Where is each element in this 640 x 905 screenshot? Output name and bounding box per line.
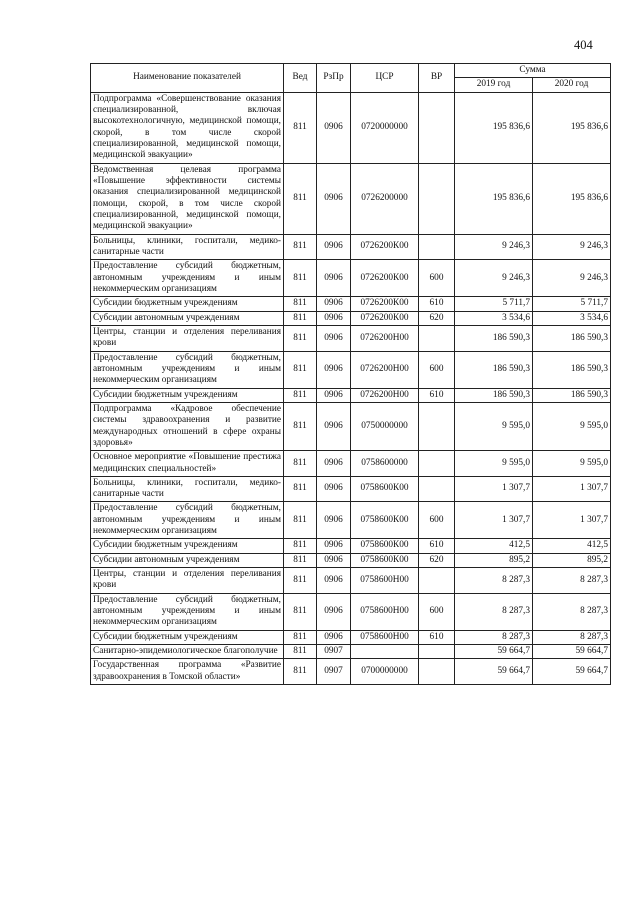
row-rzpr: 0906 [317, 388, 351, 402]
row-sum-2020: 186 590,3 [533, 388, 611, 402]
row-name: Подпрограмма «Совершенствование оказания специализированной, включая высокотехнологичную, медицинской помощи, скорой, в том числе скорой специализированной, медицинской помощи, медицинской эвакуации» [91, 92, 284, 163]
row-sum-2019: 3 534,6 [455, 311, 533, 325]
header-year-2019: 2019 год [455, 78, 533, 92]
row-name: Предоставление субсидий бюджетным, автономным учреждениям и иным некоммерческим организациям [91, 260, 284, 297]
row-sum-2019: 9 246,3 [455, 234, 533, 260]
row-sum-2020: 8 287,3 [533, 568, 611, 594]
row-csr: 0758600Н00 [351, 568, 419, 594]
row-name: Субсидии бюджетным учреждениям [91, 297, 284, 311]
row-ved: 811 [284, 311, 317, 325]
table-row [91, 234, 611, 260]
row-rzpr: 0906 [317, 325, 351, 351]
header-ved: Вед [284, 64, 317, 93]
row-sum-2020: 195 836,6 [533, 92, 611, 163]
row-vr [419, 402, 455, 450]
row-sum-2019: 9 595,0 [455, 451, 533, 477]
header-year-2020: 2020 год [533, 78, 611, 92]
header-csr: ЦСР [351, 64, 419, 93]
row-sum-2019: 8 287,3 [455, 568, 533, 594]
row-vr: 620 [419, 311, 455, 325]
row-name: Больницы, клиники, госпитали, медико-санитарные части [91, 234, 284, 260]
row-sum-2020: 186 590,3 [533, 351, 611, 388]
row-name: Подпрограмма «Кадровое обеспечение системы здравоохранения и развитие международных отношений в сфере охраны здоровья» [91, 402, 284, 450]
row-rzpr: 0906 [317, 351, 351, 388]
row-vr: 610 [419, 630, 455, 644]
row-vr [419, 659, 455, 685]
table-row [91, 92, 611, 163]
row-csr: 0726200Н00 [351, 388, 419, 402]
row-csr: 0726200Н00 [351, 351, 419, 388]
row-csr: 0750000000 [351, 402, 419, 450]
row-vr: 600 [419, 351, 455, 388]
row-ved: 811 [284, 645, 317, 659]
row-sum-2020: 8 287,3 [533, 593, 611, 630]
row-rzpr: 0906 [317, 92, 351, 163]
row-ved: 811 [284, 502, 317, 539]
row-vr [419, 163, 455, 234]
row-ved: 811 [284, 630, 317, 644]
row-csr: 0726200Н00 [351, 325, 419, 351]
row-csr: 0758600Н00 [351, 630, 419, 644]
row-sum-2020: 9 595,0 [533, 402, 611, 450]
table-row [91, 593, 611, 630]
row-vr: 600 [419, 593, 455, 630]
row-name: Субсидии автономным учреждениям [91, 553, 284, 567]
row-ved: 811 [284, 659, 317, 685]
table-row [91, 502, 611, 539]
row-sum-2019: 59 664,7 [455, 659, 533, 685]
row-sum-2020: 9 246,3 [533, 234, 611, 260]
row-sum-2020: 59 664,7 [533, 645, 611, 659]
row-vr: 600 [419, 502, 455, 539]
row-rzpr: 0906 [317, 297, 351, 311]
row-sum-2019: 9 246,3 [455, 260, 533, 297]
row-sum-2020: 5 711,7 [533, 297, 611, 311]
table-row [91, 659, 611, 685]
row-csr: 0726200К00 [351, 311, 419, 325]
row-ved: 811 [284, 553, 317, 567]
row-vr [419, 234, 455, 260]
row-vr [419, 451, 455, 477]
row-sum-2019: 59 664,7 [455, 645, 533, 659]
row-rzpr: 0906 [317, 630, 351, 644]
row-sum-2020: 186 590,3 [533, 325, 611, 351]
row-name: Основное мероприятие «Повышение престижа медицинских специальностей» [91, 451, 284, 477]
row-vr [419, 645, 455, 659]
row-rzpr: 0906 [317, 539, 351, 553]
row-name: Предоставление субсидий бюджетным, автономным учреждениям и иным некоммерческим организациям [91, 502, 284, 539]
row-csr: 0758600К00 [351, 502, 419, 539]
row-sum-2019: 9 595,0 [455, 402, 533, 450]
row-sum-2019: 1 307,7 [455, 502, 533, 539]
row-csr [351, 645, 419, 659]
row-vr [419, 476, 455, 502]
row-name: Предоставление субсидий бюджетным, автономным учреждениям и иным некоммерческим организациям [91, 593, 284, 630]
row-vr: 610 [419, 388, 455, 402]
row-sum-2019: 8 287,3 [455, 630, 533, 644]
row-sum-2020: 8 287,3 [533, 630, 611, 644]
row-rzpr: 0906 [317, 568, 351, 594]
row-csr: 0726200К00 [351, 234, 419, 260]
row-sum-2020: 412,5 [533, 539, 611, 553]
header-vr: ВР [419, 64, 455, 93]
row-name: Субсидии бюджетным учреждениям [91, 539, 284, 553]
row-rzpr: 0906 [317, 402, 351, 450]
table-row [91, 553, 611, 567]
row-ved: 811 [284, 593, 317, 630]
row-sum-2019: 1 307,7 [455, 476, 533, 502]
row-ved: 811 [284, 388, 317, 402]
row-csr: 0726200К00 [351, 260, 419, 297]
row-rzpr: 0906 [317, 553, 351, 567]
table-row [91, 539, 611, 553]
row-rzpr: 0906 [317, 451, 351, 477]
row-sum-2019: 195 836,6 [455, 163, 533, 234]
row-sum-2020: 9 595,0 [533, 451, 611, 477]
table-body [91, 92, 611, 684]
row-name: Субсидии бюджетным учреждениям [91, 630, 284, 644]
row-sum-2020: 3 534,6 [533, 311, 611, 325]
row-ved: 811 [284, 234, 317, 260]
row-name: Государственная программа «Развитие здравоохранения в Томской области» [91, 659, 284, 685]
row-vr [419, 325, 455, 351]
row-sum-2019: 195 836,6 [455, 92, 533, 163]
row-rzpr: 0906 [317, 163, 351, 234]
row-sum-2020: 9 246,3 [533, 260, 611, 297]
table-row [91, 630, 611, 644]
row-ved: 811 [284, 568, 317, 594]
row-csr: 0758600000 [351, 451, 419, 477]
row-csr: 0726200К00 [351, 297, 419, 311]
row-sum-2019: 186 590,3 [455, 388, 533, 402]
table-row [91, 351, 611, 388]
page-number: 404 [574, 38, 593, 52]
row-ved: 811 [284, 476, 317, 502]
row-name: Больницы, клиники, госпитали, медико-санитарные части [91, 476, 284, 502]
table-row [91, 311, 611, 325]
row-vr: 620 [419, 553, 455, 567]
row-csr: 0720000000 [351, 92, 419, 163]
table-row [91, 163, 611, 234]
row-name: Субсидии автономным учреждениям [91, 311, 284, 325]
row-name: Центры, станции и отделения переливания крови [91, 325, 284, 351]
table-row [91, 402, 611, 450]
row-csr: 0758600К00 [351, 553, 419, 567]
row-name: Предоставление субсидий бюджетным, автономным учреждениям и иным некоммерческим организациям [91, 351, 284, 388]
table-row [91, 451, 611, 477]
row-ved: 811 [284, 351, 317, 388]
row-vr [419, 568, 455, 594]
row-rzpr: 0906 [317, 311, 351, 325]
row-vr [419, 92, 455, 163]
table-row [91, 568, 611, 594]
row-sum-2020: 895,2 [533, 553, 611, 567]
header-name: Наименование показателей [91, 64, 284, 93]
header-rzpr: РзПр [317, 64, 351, 93]
table-row [91, 297, 611, 311]
row-rzpr: 0907 [317, 645, 351, 659]
row-sum-2020: 59 664,7 [533, 659, 611, 685]
row-name: Субсидии бюджетным учреждениям [91, 388, 284, 402]
row-ved: 811 [284, 402, 317, 450]
table-row [91, 260, 611, 297]
row-sum-2019: 895,2 [455, 553, 533, 567]
row-rzpr: 0906 [317, 476, 351, 502]
row-ved: 811 [284, 163, 317, 234]
row-name: Центры, станции и отделения переливания крови [91, 568, 284, 594]
row-ved: 811 [284, 92, 317, 163]
row-ved: 811 [284, 297, 317, 311]
row-ved: 811 [284, 260, 317, 297]
row-csr: 0758600К00 [351, 539, 419, 553]
row-ved: 811 [284, 539, 317, 553]
row-sum-2019: 186 590,3 [455, 325, 533, 351]
row-name: Ведомственная целевая программа «Повышение эффективности системы оказания специализированной медицинской помощи, скорой, в том числе скорой специализированной, медицинской помощи, медицинской эвакуации» [91, 163, 284, 234]
row-rzpr: 0907 [317, 659, 351, 685]
budget-table [90, 63, 611, 685]
row-sum-2020: 1 307,7 [533, 476, 611, 502]
row-csr: 0758600Н00 [351, 593, 419, 630]
header-sum: Сумма [455, 64, 611, 78]
row-sum-2019: 8 287,3 [455, 593, 533, 630]
row-sum-2020: 195 836,6 [533, 163, 611, 234]
row-csr: 0726200000 [351, 163, 419, 234]
row-ved: 811 [284, 325, 317, 351]
row-vr: 610 [419, 297, 455, 311]
row-name: Санитарно-эпидемиологическое благополучие [91, 645, 284, 659]
table-row [91, 645, 611, 659]
table-row [91, 388, 611, 402]
row-rzpr: 0906 [317, 234, 351, 260]
row-csr: 0758600К00 [351, 476, 419, 502]
row-sum-2019: 5 711,7 [455, 297, 533, 311]
row-sum-2019: 412,5 [455, 539, 533, 553]
row-rzpr: 0906 [317, 260, 351, 297]
row-vr: 600 [419, 260, 455, 297]
row-sum-2019: 186 590,3 [455, 351, 533, 388]
table-row [91, 325, 611, 351]
row-csr: 0700000000 [351, 659, 419, 685]
row-rzpr: 0906 [317, 502, 351, 539]
row-vr: 610 [419, 539, 455, 553]
row-sum-2020: 1 307,7 [533, 502, 611, 539]
row-ved: 811 [284, 451, 317, 477]
row-rzpr: 0906 [317, 593, 351, 630]
table-row [91, 476, 611, 502]
